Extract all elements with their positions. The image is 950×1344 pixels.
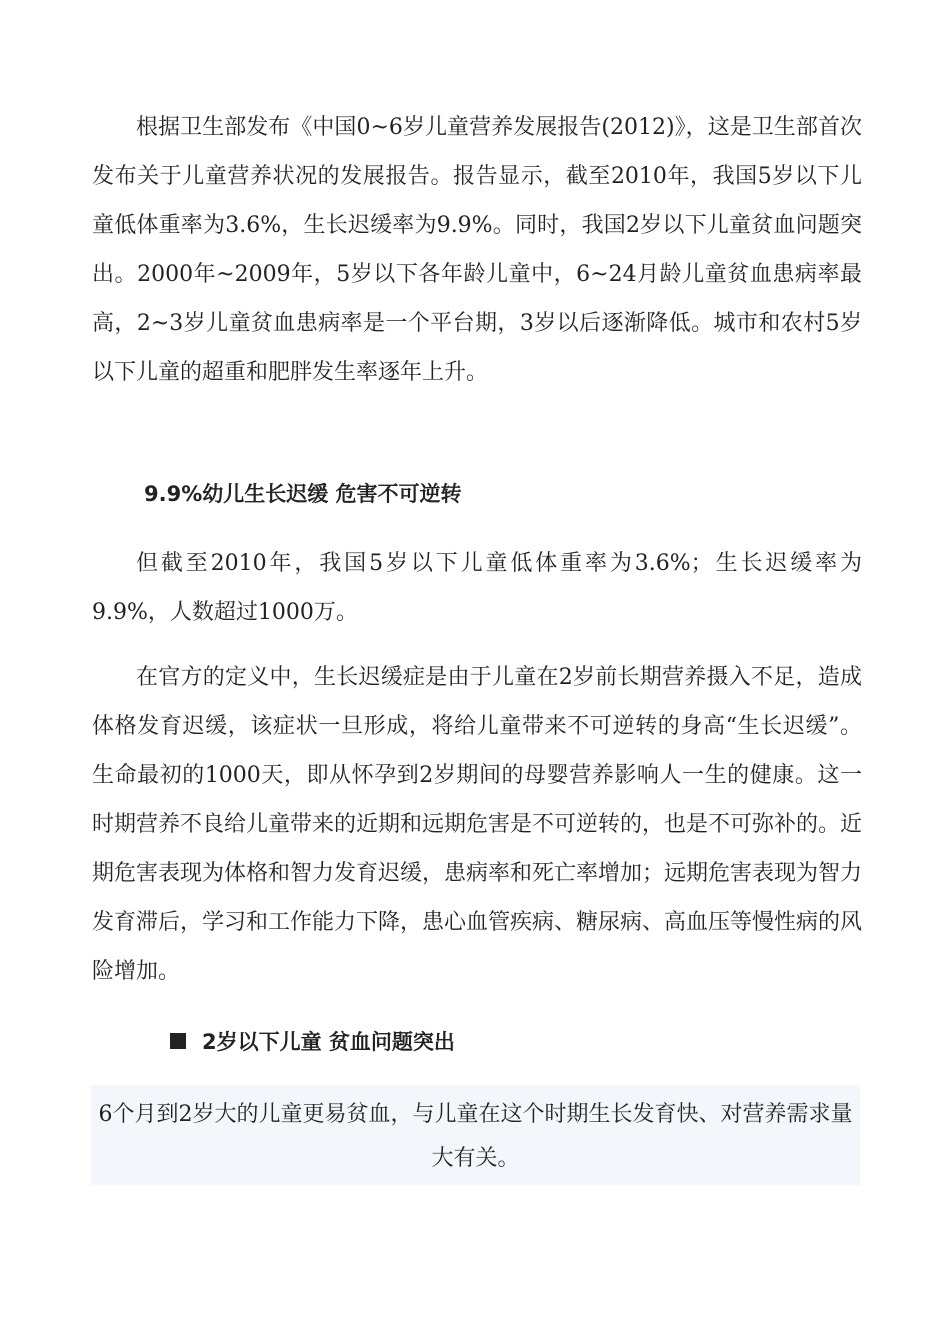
stunting-definition-paragraph: 在官方的定义中，生长迟缓症是由于儿童在2岁前长期营养摄入不足，造成体格发育迟缓，该症状一旦形成，将给儿童带来不可逆转的身高“生长迟缓”。生命最初的1000天，即从怀孕到2岁期间的母婴营养影响人一生的健康。这一时期营养不良给儿童带来的近期和远期危害是不可逆转的，也是不可弥补的。近期危害表现为体格和智力发育迟缓，患病率和死亡率增加；远期危害表现为智力发育滞后，学习和工作能力下降，患心血管疾病、糖尿病、高血压等慢性病的风险增加。 <box>92 665 863 984</box>
section-heading-anemia-text: 2岁以下儿童 贫血问题突出 <box>202 1030 455 1054</box>
section-heading-stunting: 9.9%幼儿生长迟缓 危害不可逆转 <box>144 482 462 506</box>
stunting-stats-paragraph: 但截至2010年，我国5岁以下儿童低体重率为3.6%；生长迟缓率为9.9%，人数超过1000万。 <box>92 551 862 625</box>
anemia-callout-box <box>91 1085 860 1185</box>
intro-paragraph: 根据卫生部发布《中国0~6岁儿童营养发展报告(2012)》，这是卫生部首次发布关于儿童营养状况的发展报告。报告显示，截至2010年，我国5岁以下儿童低体重率为3.6%，生长迟缓率为9.9%。同时，我国2岁以下儿童贫血问题突出。2000年~2009年，5岁以下各年龄儿童中，6~24月龄儿童贫血患病率最高，2~3岁儿童贫血患病率是一个平台期，3岁以后逐渐降低。城市和农村5岁以下儿童的超重和肥胖发生率逐年上升。 <box>92 115 862 385</box>
section-heading-anemia <box>170 1026 455 1056</box>
square-bullet-icon <box>170 1033 186 1049</box>
anemia-callout-text: 6个月到2岁大的儿童更易贫血，与儿童在这个时期生长发育快、对营养需求量大有关。 <box>98 1102 853 1171</box>
